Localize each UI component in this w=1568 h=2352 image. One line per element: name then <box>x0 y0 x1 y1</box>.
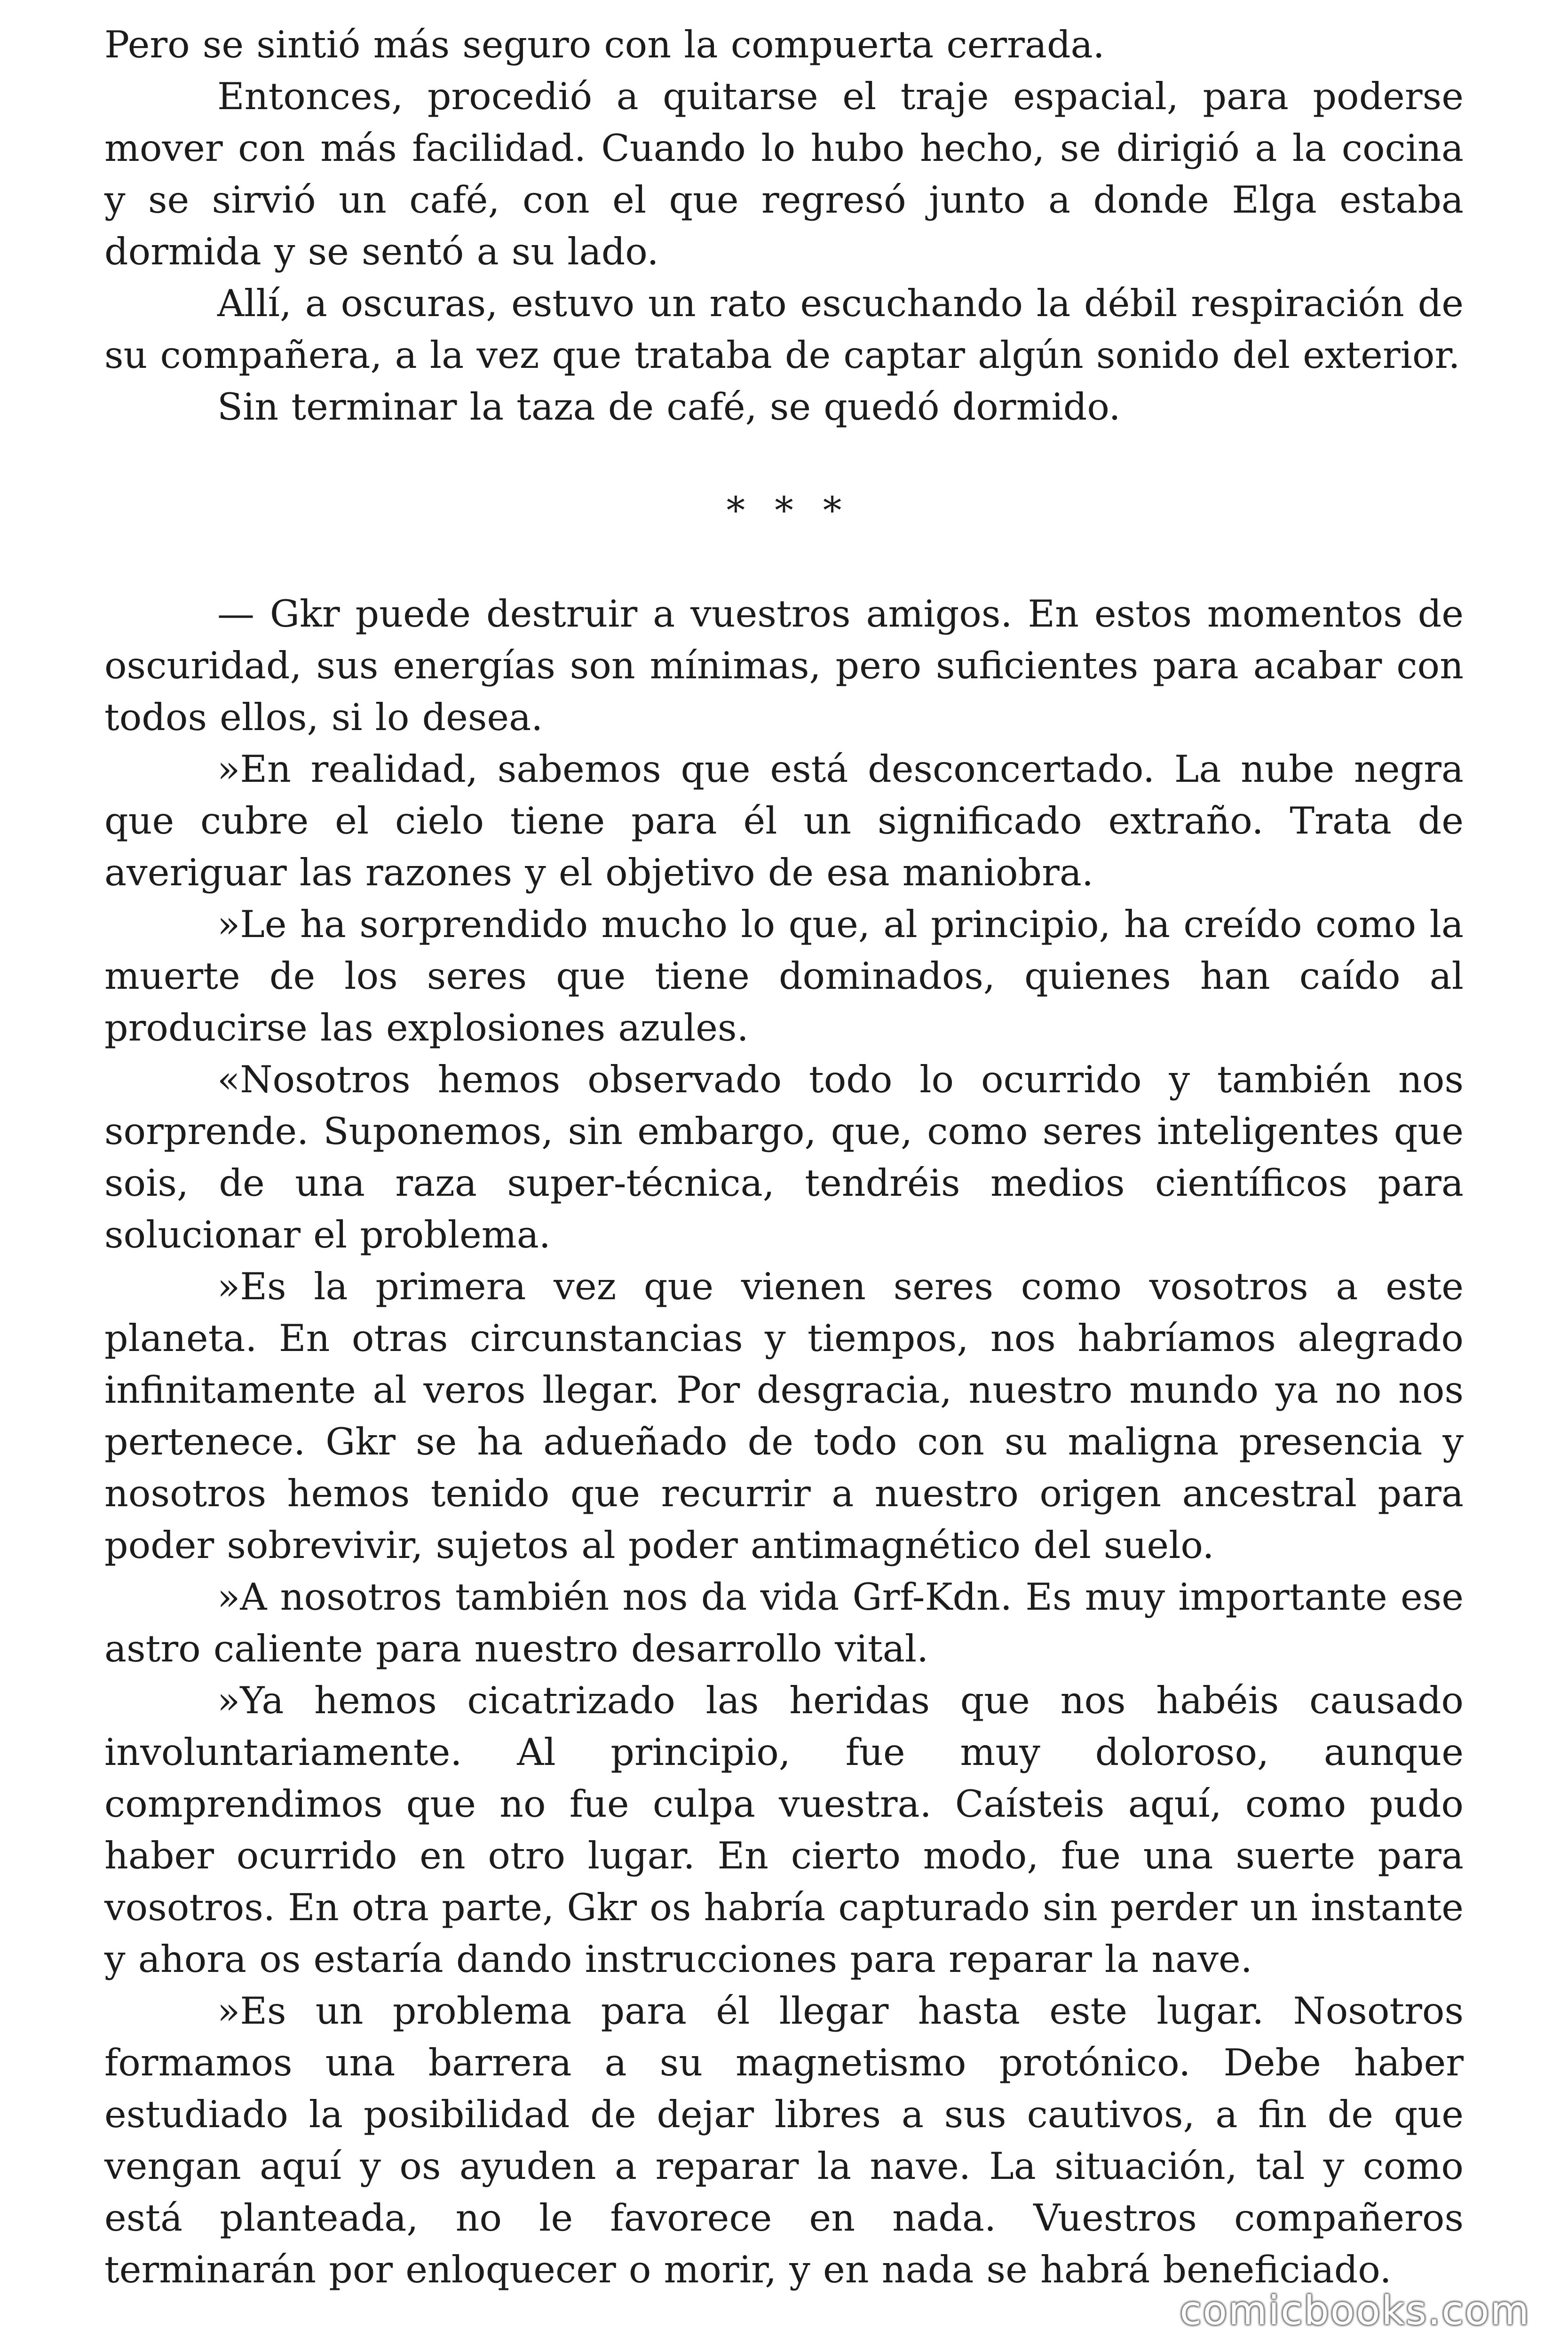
page-text <box>104 19 1464 2296</box>
paragraph: Sin terminar la taza de café, se quedó dormido. <box>217 385 1121 429</box>
paragraph: »Es un problema para él llegar hasta este lugar. Nosotros formamos una barrera a su magnetismo protónico. Debe haber estudiado la posibilidad de dejar libres a sus cautivos, a fin de que vengan aquí y os ayuden a reparar la nave. La situación, tal y como está planteada, no le favorece en nada. Vuestros compañeros terminarán por enloquecer o morir, y en nada se habrá beneficiado. <box>104 1989 1464 2291</box>
paragraph: »A nosotros también nos da vida Grf-Kdn. Es muy importante ese astro caliente para nuestro desarrollo vital. <box>104 1575 1464 1670</box>
paragraph: — Gkr puede destruir a vuestros amigos. En estos momentos de oscuridad, sus energías son mínimas, pero suficientes para acabar con todos ellos, si lo desea. <box>104 592 1464 739</box>
watermark: comicbooks.com <box>1180 2288 1530 2334</box>
paragraph: »En realidad, sabemos que está desconcertado. La nube negra que cubre el cielo tiene para él un significado extraño. Trata de averiguar las razones y el objetivo de esa maniobra. <box>104 747 1464 894</box>
paragraph: Allí, a oscuras, estuvo un rato escuchando la débil respiración de su compañera, a la vez que trataba de captar algún sonido del exterior. <box>104 282 1464 377</box>
paragraph: »Le ha sorprendido mucho lo que, al principio, ha creído como la muerte de los seres que tiene dominados, quienes han caído al producirse las explosiones azules. <box>104 903 1464 1049</box>
paragraph: »Ya hemos cicatrizado las heridas que nos habéis causado involuntariamente. Al principio, fue muy doloroso, aunque comprendimos que no fue culpa vuestra. Caísteis aquí, como pudo haber ocurrido en otro lugar. En cierto modo, fue una suerte para vosotros. En otra parte, Gkr os habría capturado sin perder un instante y ahora os estaría dando instrucciones para reparar la nave. <box>104 1679 1464 1981</box>
scene-separator: * * * <box>726 489 850 532</box>
paragraph: Entonces, procedió a quitarse el traje espacial, para poderse mover con más facilidad. Cuando lo hubo hecho, se dirigió a la cocina y se sirvió un café, con el que regresó junto a donde Elga estaba dormida y se sentó a su lado. <box>104 75 1464 273</box>
paragraph: »Es la primera vez que vienen seres como vosotros a este planeta. En otras circunstancias y tiempos, nos habríamos alegrado infinitamente al veros llegar. Por desgracia, nuestro mundo ya no nos pertenece. Gkr se ha adueñado de todo con su maligna presencia y nosotros hemos tenido que recurrir a nuestro origen ancestral para poder sobrevivir, sujetos al poder antimagnético del suelo. <box>104 1265 1464 1567</box>
paragraph: Pero se sintió más seguro con la compuerta cerrada. <box>104 23 1105 66</box>
paragraph: «Nosotros hemos observado todo lo ocurrido y también nos sorprende. Suponemos, sin embargo, que, como seres inteligentes que sois, de una raza super-técnica, tendréis medios científicos para solucionar el problema. <box>104 1058 1464 1256</box>
